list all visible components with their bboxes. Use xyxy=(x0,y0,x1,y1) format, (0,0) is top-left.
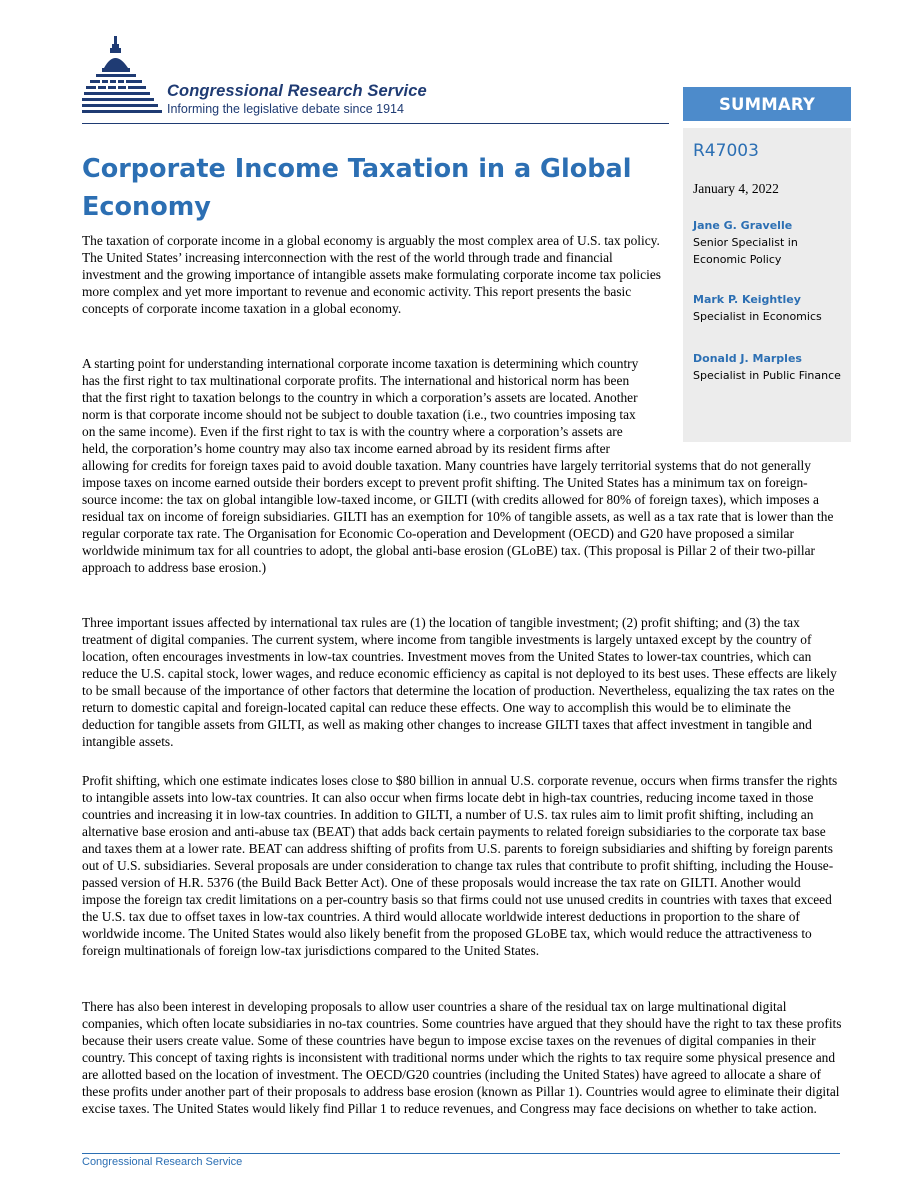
capitol-dome-icon xyxy=(82,34,166,122)
author-name[interactable]: Jane G. Gravelle xyxy=(693,219,793,232)
author-title: Specialist in Economics xyxy=(693,310,822,323)
body-paragraph: Profit shifting, which one estimate indicates loses close to $80 billion in annual U.S. corporate revenue, occurs when firms transfer the rights to intangible assets into low-tax countries. It can also occur when firms locate debt in high-tax countries, reducing income taxed in those countries and increasing it in low-tax countries. In addition to GILTI, a number of U.S. tax rules aim to limit profit shifting, including an alternative base erosion and anti-abuse tax (BEAT) that adds back certain payments to related foreign subsidiaries to the corporate tax base and taxes them at a lower rate. BEAT can address shifting of profits from U.S. parents to foreign subsidiaries and shifting by foreign parents out of U.S. subsidiaries. Several proposals are under consideration to change tax rules that contribute to profit shifting, including the House-passed version of H.R. 5376 (the Build Back Better Act). One of these proposals would increase the tax rate on GILTI. Another would impose the foreign tax credit limitations on a per-country basis so that firms could not use unused credits in countries with taxes that exceed the U.S. tax due to offset taxes in low-tax countries. A third would allocate worldwide interest deductions in proportion to the share of worldwide income. The United States would also likely benefit from the proposed GLoBE tax, which would reduce the attractiveness to foreign multinationals of foreign low-tax jurisdictions compared to the United States. xyxy=(82,773,838,958)
body-paragraph: There has also been interest in developing proposals to allow user countries a share of the residual tax on large multinational digital companies, which often locate subsidiaries in no-tax countries. Some countries have argued that they should have the right to tax these profits because their users create value. Some of these countries have begun to impose excise taxes on the revenues of digital companies in their country. This concept of taxing rights is inconsistent with traditional norms under which the rights to tax require some physical presence and are allotted based on the location of investment. The OECD/G20 countries (including the United States) have agreed to allocate a share of these profits under another part of their proposals to address base erosion (known as Pillar 1). Countries would agree to eliminate their digital excise taxes. The United States would likely find Pillar 1 to reduce revenues, and Congress may face decisions on whether to take action. xyxy=(82,999,842,1116)
crs-logo xyxy=(82,34,482,124)
summary-banner: SUMMARY xyxy=(683,87,851,121)
body-paragraph: The taxation of corporate income in a global economy is arguably the most complex area of U.S. tax policy. The United States’ increasing interconnection with the rest of the world through trade and financial investment and the growing importance of intangible assets make formulating corporate income tax policies more complex and yet more important to revenue and economic activity. This report presents the basic concepts of corporate income taxation in a global economy. xyxy=(82,233,661,316)
header-divider xyxy=(82,123,669,124)
report-date: January 4, 2022 xyxy=(693,181,779,196)
author-block xyxy=(693,291,822,325)
author-name[interactable]: Donald J. Marples xyxy=(693,352,802,365)
sidebar-wrap-spacer xyxy=(652,355,842,446)
org-tagline: Informing the legislative debate since 1914 xyxy=(167,102,404,116)
author-block xyxy=(693,217,798,268)
body-paragraph: Three important issues affected by international tax rules are (1) the location of tangible investment; (2) profit shifting; and (3) the tax treatment of digital companies. The current system, where income from tangible investments is largely untaxed except by the country of location, often encourages investments in low-tax countries. Investment moves from the United States to lower-tax countries, which can reduce the U.S. capital stock, lower wages, and reduce economic efficiency as capital is not deployed to its best uses. These effects are likely to be small because of the importance of other factors that determine the location of production. Nevertheless, equalizing the tax rates on the return to domestic capital and foreign-located capital can reduce these effects. One way to accomplish this would be to eliminate the deduction for tangible assets from GILTI, as well as making other changes to increase GILTI taxes that affect investment in tangible and intangible assets. xyxy=(82,615,837,749)
author-title: Senior Specialist in xyxy=(693,236,798,249)
report-title: Corporate Income Taxation in a Global Economy xyxy=(82,154,632,222)
org-name: Congressional Research Service xyxy=(167,82,427,100)
body-paragraph-wrap xyxy=(82,355,842,576)
author-title: Specialist in Public Finance xyxy=(693,369,841,382)
footer-text: Congressional Research Service xyxy=(82,1156,243,1168)
body-paragraph: A starting point for understanding international corporate income taxation is determining which country has the first right to tax multinational corporate profits. The international and historical norm has been that the first right to taxation belongs to the country in which a corporation’s assets are located. Another norm is that corporate income should not be subject to double taxation (i.e., two countries imposing tax on the same income). Even if the first right to tax is with the country where a corporation’s assets are held, the corporation’s home country may also tax income earned abroad by its resident firms after allowing for credits for foreign taxes paid to avoid double taxation. Many countries have largely territorial systems that do not generally impose taxes on income earned outside their borders except to prevent profit shifting. The United States has a minimum tax on foreign-source income: the tax on global intangible low-taxed income, or GILTI (with credits allowed for 80% of foreign taxes), which imposes a residual tax on income of foreign subsidiaries. GILTI has an exemption for 10% of tangible assets, as well as a tax rate that is lower than the regular corporate tax rate. The Organisation for Economic Co-operation and Development (OECD) and G20 have proposed a similar worldwide minimum tax for all countries to adopt, the global anti-base erosion (GLoBE) tax. (This proposal is Pillar 2 of their two-pillar approach to address base erosion.) xyxy=(82,356,834,575)
author-title: Economic Policy xyxy=(693,253,782,266)
footer-divider xyxy=(82,1153,840,1154)
report-number: R47003 xyxy=(693,141,759,161)
author-name[interactable]: Mark P. Keightley xyxy=(693,293,801,306)
